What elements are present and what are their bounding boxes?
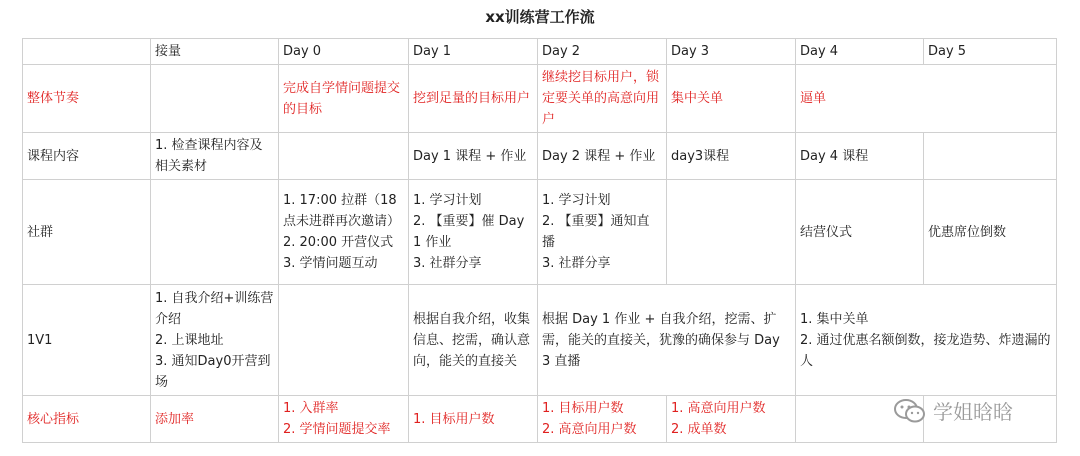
header-cell-day4: Day 4 [796,39,924,65]
cell-community-day4: 结营仪式 [796,180,924,285]
cell-kpi-day1: 1. 目标用户数 [409,396,538,443]
watermark-text: 学姐晗晗 [933,400,1013,424]
watermark [893,396,1013,425]
cell-community-day5: 优惠席位倒数 [924,180,1057,285]
cell-kpi-day3: 1. 高意向用户数 2. 成单数 [667,396,796,443]
cell-one-on-one-day2-3: 根据 Day 1 作业 + 自我介绍，挖需、扩需，能关的直接关，犹豫的确保参与 Day 3 直播 [538,285,796,396]
header-cell-intake: 接量 [151,39,279,65]
row-label-kpi: 核心指标 [23,396,151,443]
cell-community-day0: 1. 17:00 拉群（18点未进群再次邀请） 2. 20:00 开营仪式 3. 学情问题互动 [279,180,409,285]
header-cell-day0: Day 0 [279,39,409,65]
row-label-one-on-one: 1V1 [23,285,151,396]
workflow-table [22,38,1057,443]
row-community [23,180,1057,285]
cell-community-day1: 1. 学习计划 2. 【重要】催 Day 1 作业 3. 社群分享 [409,180,538,285]
cell-rhythm-day1: 挖到足量的目标用户 [409,65,538,133]
cell-one-on-one-intake: 1. 自我介绍+训练营介绍 2. 上课地址 3. 通知Day0开营到场 [151,285,279,396]
header-cell-day1: Day 1 [409,39,538,65]
row-label-community: 社群 [23,180,151,285]
cell-rhythm-intake [151,65,279,133]
header-cell-day5: Day 5 [924,39,1057,65]
header-cell-day2: Day 2 [538,39,667,65]
cell-one-on-one-day0 [279,285,409,396]
cell-course-intake: 1. 检查课程内容及相关素材 [151,133,279,180]
cell-course-day4: Day 4 课程 [796,133,924,180]
row-one-on-one [23,285,1057,396]
cell-course-day1: Day 1 课程 + 作业 [409,133,538,180]
page-title: xx训练营工作流 [485,8,595,26]
cell-community-day3 [667,180,796,285]
cell-one-on-one-day1: 根据自我介绍，收集信息、挖需，确认意向，能关的直接关 [409,285,538,396]
cell-course-day3: day3课程 [667,133,796,180]
cell-kpi-day0: 1. 入群率 2. 学情问题提交率 [279,396,409,443]
cell-kpi-intake: 添加率 [151,396,279,443]
cell-rhythm-day3: 集中关单 [667,65,796,133]
cell-rhythm-day2: 继续挖目标用户，锁定要关单的高意向用户 [538,65,667,133]
row-rhythm [23,65,1057,133]
header-cell-day3: Day 3 [667,39,796,65]
cell-course-day5 [924,133,1057,180]
cell-course-day2: Day 2 课程 + 作业 [538,133,667,180]
cell-one-on-one-day4-5: 1. 集中关单 2. 通过优惠名额倒数，接龙造势、炸遗漏的人 [796,285,1057,396]
row-course [23,133,1057,180]
cell-course-day0 [279,133,409,180]
cell-rhythm-day0: 完成自学情问题提交的目标 [279,65,409,133]
cell-community-day2: 1. 学习计划 2. 【重要】通知直播 3. 社群分享 [538,180,667,285]
cell-community-intake [151,180,279,285]
cell-kpi-day2: 1. 目标用户数 2. 高意向用户数 [538,396,667,443]
header-row [23,39,1057,65]
header-cell-corner [23,39,151,65]
cell-rhythm-day4-5: 逼单 [796,65,1057,133]
row-label-course: 课程内容 [23,133,151,180]
wechat-icon [893,397,927,425]
row-label-rhythm: 整体节奏 [23,65,151,133]
